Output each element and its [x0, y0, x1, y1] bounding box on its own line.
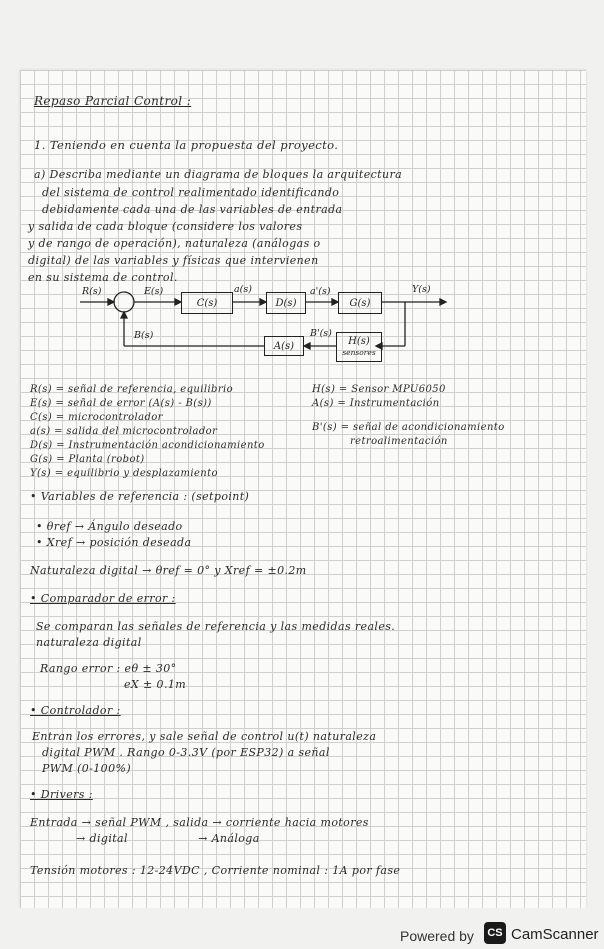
page-title: Repaso Parcial Control :: [34, 94, 192, 108]
powered-by-text: Powered by: [400, 928, 474, 944]
rango-error-2: eX ± 0.1m: [124, 678, 187, 691]
def-right-3: B'(s) = señal de acondicionamiento: [312, 422, 505, 433]
block-h-label: H(s): [348, 336, 370, 347]
controlador-text-2: digital PWM . Rango 0-3.3V (por ESP32) a señal: [42, 746, 330, 759]
camscanner-logo-icon: CS: [484, 922, 506, 944]
variable-x-ref: • Xref → posición deseada: [36, 536, 192, 549]
def-left-2: E(s) = señal de error (A(s) - B(s)): [30, 398, 212, 409]
question-a-line-1: a) Describa mediante un diagrama de bloques la arquitectura: [34, 168, 403, 181]
block-h-sublabel: sensores: [342, 348, 376, 357]
rango-error-1: Rango error : eθ ± 30°: [40, 662, 177, 675]
drivers-text-1: Entrada → señal PWM , salida → corriente hacia motores: [30, 816, 369, 829]
naturaleza-line: Naturaleza digital → θref = 0° y Xref = ±0.2m: [30, 564, 307, 577]
controlador-text-1: Entran los errores, y sale señal de control u(t) naturaleza: [32, 730, 377, 743]
question-a-line-7: en su sistema de control.: [28, 271, 178, 284]
question-a-line-5: y de rango de operación), naturaleza (análogas o: [28, 237, 321, 250]
signal-y: Y(s): [412, 284, 431, 295]
variable-theta-ref: • θref → Ángulo deseado: [36, 520, 183, 533]
tension-line: Tensión motores : 12-24VDC , Corriente nominal : 1A por fase: [30, 864, 401, 877]
comparador-heading: • Comparador de error :: [30, 592, 176, 605]
signal-a: a(s): [234, 284, 252, 295]
def-left-1: R(s) = señal de referencia, equilibrio: [30, 384, 234, 395]
question-a-line-6: digital) de las variables y físicas que intervienen: [28, 254, 319, 267]
block-g: G(s): [338, 292, 382, 314]
block-h: [336, 332, 382, 362]
controlador-heading: • Controlador :: [30, 704, 121, 717]
comparador-text-2: naturaleza digital: [36, 636, 142, 649]
question-a-line-3: debidamente cada una de las variables de entrada: [42, 203, 343, 216]
signal-b-prime: B'(s): [310, 328, 332, 339]
signal-e: E(s): [144, 286, 164, 297]
drivers-text-2: → digital → Análoga: [76, 832, 260, 845]
drivers-heading: • Drivers :: [30, 788, 93, 801]
signal-r: R(s): [82, 286, 102, 297]
question-a-line-4: y salida de cada bloque (considere los valores: [28, 220, 303, 233]
camscanner-brand: CamScanner: [511, 926, 599, 943]
signal-a-prime: a'(s): [310, 286, 331, 297]
def-left-7: Y(s) = equilibrio y desplazamiento: [30, 468, 218, 479]
signal-b: B(s): [134, 330, 154, 341]
def-left-3: C(s) = microcontrolador: [30, 412, 163, 423]
def-left-6: G(s) = Planta (robot): [30, 454, 145, 465]
def-right-4: retroalimentación: [350, 436, 448, 447]
def-left-5: D(s) = Instrumentación acondicionamiento: [30, 440, 265, 451]
comparador-text-1: Se comparan las señales de referencia y las medidas reales.: [36, 620, 396, 633]
question-1: 1. Teniendo en cuenta la propuesta del proyecto.: [34, 138, 339, 152]
block-diagram: [20, 280, 586, 380]
notebook-page: [20, 70, 586, 908]
controlador-text-3: PWM (0-100%): [42, 762, 132, 775]
question-a-line-2: del sistema de control realimentado identificando: [42, 186, 340, 199]
block-d: D(s): [266, 292, 306, 314]
def-right-1: H(s) = Sensor MPU6050: [312, 384, 446, 395]
block-c: C(s): [181, 292, 233, 314]
variables-heading: • Variables de referencia : (setpoint): [30, 490, 250, 503]
block-a: A(s): [264, 336, 304, 356]
def-left-4: a(s) = salida del microcontrolador: [30, 426, 218, 437]
def-right-2: A(s) = Instrumentación: [312, 398, 440, 409]
